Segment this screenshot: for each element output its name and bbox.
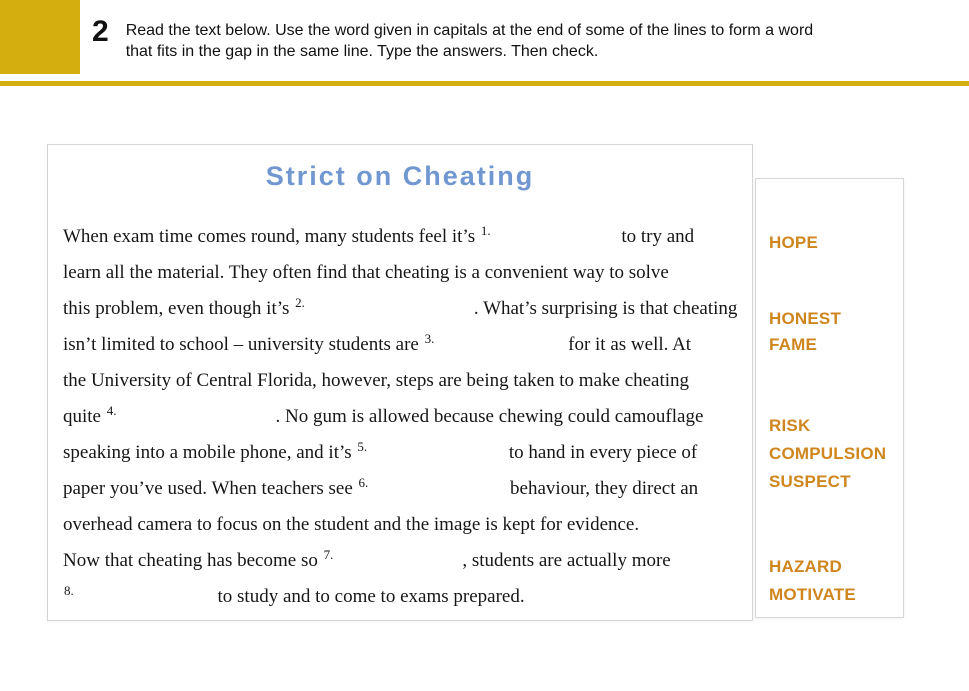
passage-line (63, 327, 739, 363)
line-text: learn all the material. They often find that cheating is a convenient way to solve (63, 262, 669, 283)
passage-title: Strict on Cheating (265, 161, 535, 191)
line-text: behaviour, they direct an (510, 478, 699, 499)
line-text: to try and (621, 226, 695, 247)
exercise-number: 2 (92, 15, 109, 48)
gap-input-8[interactable] (75, 584, 213, 602)
passage-line (63, 543, 739, 579)
passage-line (63, 507, 739, 543)
instruction-line: that fits in the gap in the same line. Type the answers. Then check. (125, 43, 599, 60)
gap-number: 8. (64, 583, 74, 598)
line-text: for it as well. At (568, 334, 692, 355)
line-text: to study and to come to exams prepared. (217, 586, 525, 607)
line-text: . No gum is allowed because chewing could camouflage (275, 406, 704, 427)
line-text: the University of Central Florida, however, steps are being taken to make cheating (63, 370, 690, 391)
line-text: to hand in every piece of (508, 442, 698, 463)
word-bank (755, 178, 904, 618)
passage-line (63, 219, 739, 255)
gap-number: 2. (295, 295, 305, 310)
gap-input-7[interactable] (334, 548, 462, 566)
line-text: . What’s surprising is that cheating (473, 298, 738, 319)
line-text: quite (63, 406, 101, 427)
word-bank-item-honest: HONEST (769, 309, 842, 328)
passage-text (63, 219, 739, 615)
gap-number: 6. (358, 475, 369, 490)
line-text: this problem, even though it’s (63, 298, 290, 319)
gap-input-2[interactable] (306, 296, 474, 314)
word-bank-item-suspect: SUSPECT (769, 472, 851, 491)
gap-input-5[interactable] (368, 440, 504, 458)
passage-line (63, 435, 739, 471)
word-bank-item-compulsion: COMPULSION (769, 444, 887, 463)
passage-line (63, 255, 739, 291)
gap-number: 3. (424, 331, 435, 346)
gap-number: 1. (480, 223, 491, 238)
gap-input-3[interactable] (435, 332, 563, 350)
line-text: Now that cheating has become so (63, 550, 318, 571)
accent-rule (0, 81, 969, 86)
line-text: paper you’ve used. When teachers see (63, 478, 353, 499)
gap-input-4[interactable] (118, 404, 276, 422)
word-bank-item-motivate: MOTIVATE (769, 585, 856, 604)
passage-line (63, 291, 739, 327)
passage-line (63, 363, 739, 399)
passage-line (63, 579, 739, 615)
gap-number: 5. (357, 439, 368, 454)
exercise-header (92, 16, 813, 62)
passage-card (47, 144, 753, 621)
gap-number: 4. (106, 403, 117, 418)
word-bank-item-fame: FAME (769, 335, 818, 354)
passage-line (63, 399, 739, 435)
corner-accent (0, 0, 80, 74)
instructions (126, 20, 814, 62)
word-bank-item-hazard: HAZARD (769, 557, 842, 576)
word-bank-item-hope: HOPE (769, 233, 818, 252)
word-bank-item-risk: RISK (769, 416, 811, 435)
passage-line (63, 471, 739, 507)
gap-input-6[interactable] (369, 476, 505, 494)
line-text: overhead camera to focus on the student and the image is kept for evidence. (63, 514, 640, 535)
line-text: speaking into a mobile phone, and it’s (63, 442, 352, 463)
instruction-line: Read the text below. Use the word given in capitals at the end of some of the lines to form a word (125, 22, 814, 39)
gap-number: 7. (323, 547, 334, 562)
line-text: When exam time comes round, many students feel it’s (63, 226, 476, 247)
gap-input-1[interactable] (492, 224, 617, 242)
line-text: isn’t limited to school – university students are (63, 334, 419, 355)
line-text: , students are actually more (462, 550, 671, 571)
